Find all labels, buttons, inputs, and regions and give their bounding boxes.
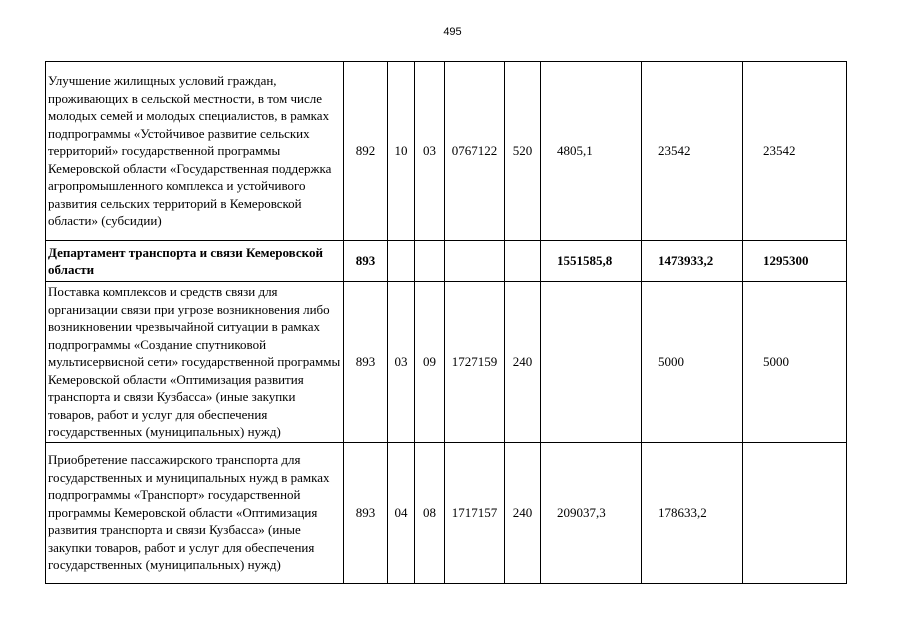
row-target-article [445,241,505,282]
row-target-article: 1717157 [445,442,505,583]
row-expense-type: 240 [505,282,541,443]
row-expense-type [505,241,541,282]
row-ministry-code: 893 [344,282,388,443]
row-section-code: 03 [388,282,415,443]
row-ministry-code: 892 [344,62,388,241]
row-target-article: 1727159 [445,282,505,443]
table-row [46,442,847,583]
row-description: Улучшение жилищных условий граждан, проживающих в сельской местности, в том числе молодых семей и молодых специалистов, в рамках подпрограммы «Устойчивое развитие сельских территорий» государственной программы Кемеровской области «Государственная поддержка агропромышленного комплекса и устойчивого развития сельских территорий в Кемеровской области» (субсидии) [46,62,344,241]
row-amount-1: 1551585,8 [541,241,642,282]
row-amount-1: 4805,1 [541,62,642,241]
row-amount-3: 23542 [743,62,847,241]
row-section-code [388,241,415,282]
row-expense-type: 520 [505,62,541,241]
row-section-code: 10 [388,62,415,241]
row-amount-3: 1295300 [743,241,847,282]
page-number: 495 [443,26,462,38]
row-amount-3: 5000 [743,282,847,443]
row-description: Поставка комплексов и средств связи для организации связи при угрозе возникновения либо возникновении чрезвычайной ситуации в рамках подпрограммы «Создание спутниковой мультисервисной сети» государственной программы Кемеровской области «Оптимизация развития транспорта и связи Кузбасса» (иные закупки товаров, работ и услуг для обеспечения государственных (муниципальных) нужд) [46,282,344,443]
row-ministry-code: 893 [344,241,388,282]
row-amount-1 [541,282,642,443]
row-subsection-code: 03 [415,62,445,241]
table-row [46,62,847,241]
table-row-department [46,241,847,282]
row-amount-2: 5000 [642,282,743,443]
budget-table [45,61,847,584]
row-amount-2: 178633,2 [642,442,743,583]
row-amount-3 [743,442,847,583]
row-section-code: 04 [388,442,415,583]
row-ministry-code: 893 [344,442,388,583]
row-target-article: 0767122 [445,62,505,241]
table-row [46,282,847,443]
row-subsection-code: 08 [415,442,445,583]
row-subsection-code: 09 [415,282,445,443]
row-expense-type: 240 [505,442,541,583]
row-amount-2: 23542 [642,62,743,241]
row-amount-1: 209037,3 [541,442,642,583]
row-subsection-code [415,241,445,282]
row-description: Приобретение пассажирского транспорта для государственных и муниципальных нужд в рамках подпрограммы «Транспорт» государственной программы Кемеровской области «Оптимизация развития транспорта и связи Кузбасса» (иные закупки товаров, работ и услуг для обеспечения государственных (муниципальных) нужд) [46,442,344,583]
row-amount-2: 1473933,2 [642,241,743,282]
row-description: Департамент транспорта и связи Кемеровской области [46,241,344,282]
